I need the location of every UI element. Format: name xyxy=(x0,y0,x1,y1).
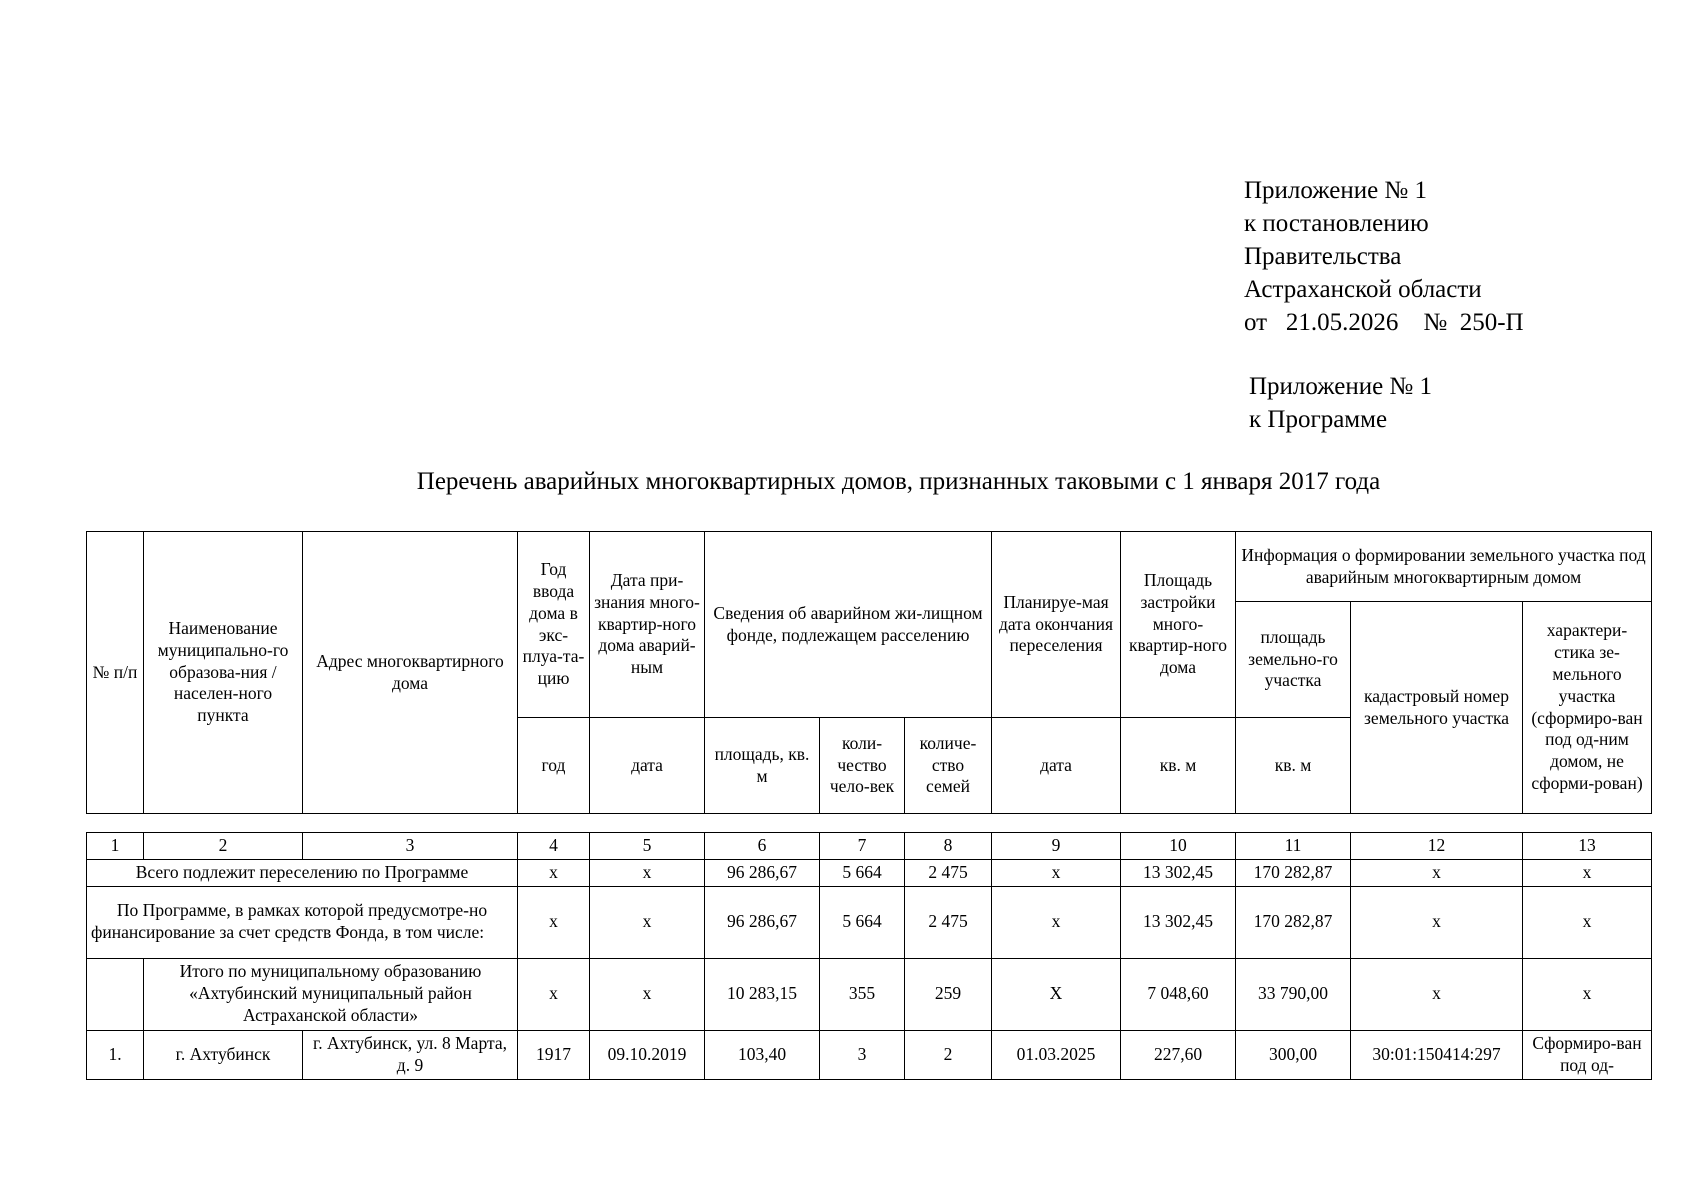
table-cell: Сформиро-ван под од- xyxy=(1523,1030,1652,1079)
header-cadastral: кадастровый номер земельного участка xyxy=(1351,602,1523,814)
approval-line: Правительства xyxy=(1244,243,1402,270)
column-number: 7 xyxy=(820,833,905,860)
table-cell: 2 xyxy=(905,1030,992,1079)
table-cell: х xyxy=(518,958,590,1030)
column-number: 13 xyxy=(1523,833,1652,860)
table-cell: 13 302,45 xyxy=(1121,886,1236,958)
unit-sqm: кв. м xyxy=(1121,718,1236,814)
table-cell: Х xyxy=(992,958,1121,1030)
approval-line: Приложение № 1 xyxy=(1244,177,1428,204)
header-planned-date: Планируе-мая дата окончания переселения xyxy=(992,532,1121,718)
header-date-recognized: Дата при-знания много-квартир-ного дома аварий-ным xyxy=(590,532,705,718)
unit-sqm: кв. м xyxy=(1236,718,1351,814)
table-cell: х xyxy=(1351,859,1523,886)
header-land-info: Информация о формировании земельного участка под аварийным многоквартирным домом xyxy=(1236,532,1652,602)
column-number: 11 xyxy=(1236,833,1351,860)
table-cell: 09.10.2019 xyxy=(590,1030,705,1079)
header-municipality: Наименование муниципально-го образова-ния / населен-ного пункта xyxy=(144,532,303,814)
header-address: Адрес многоквартирного дома xyxy=(303,532,518,814)
table-cell: 170 282,87 xyxy=(1236,859,1351,886)
table-cell: 7 048,60 xyxy=(1121,958,1236,1030)
row-address: г. Ахтубинск, ул. 8 Марта, д. 9 xyxy=(303,1030,518,1079)
approval-line: Приложение № 1 xyxy=(1249,373,1433,400)
header-area-sqm: площадь, кв. м xyxy=(705,718,820,814)
document-title: Перечень аварийных многоквартирных домов, признанных таковыми с 1 января 2017 года xyxy=(416,468,1381,495)
unit-date: дата xyxy=(590,718,705,814)
approval-line: к постановлению xyxy=(1244,210,1429,237)
column-number: 6 xyxy=(705,833,820,860)
row-label: По Программе, в рамках которой предусмотре-но финансирование за счет средств Фонда, в том числе: xyxy=(87,886,518,958)
row-label: Всего подлежит переселению по Программе xyxy=(87,859,518,886)
header-num: № п/п xyxy=(87,532,144,814)
table-row-fund xyxy=(87,886,1652,958)
table-cell: х xyxy=(1523,886,1652,958)
table-cell: 2 475 xyxy=(905,859,992,886)
table-cell: 5 664 xyxy=(820,859,905,886)
table-cell: х xyxy=(590,958,705,1030)
row-label: Итого по муниципальному образованию «Ахтубинский муниципальный район Астраханской области» xyxy=(144,958,518,1030)
table-row-item-1 xyxy=(87,1030,1652,1079)
header-land-area: площадь земельно-го участка xyxy=(1236,602,1351,718)
table-cell: 259 xyxy=(905,958,992,1030)
header-built-area: Площадь застройки много-квартир-ного дома xyxy=(1121,532,1236,718)
table-row-total xyxy=(87,859,1652,886)
header-year: Год ввода дома в экс-плуа-та-цию xyxy=(518,532,590,718)
table-cell: 355 xyxy=(820,958,905,1030)
table-cell: 33 790,00 xyxy=(1236,958,1351,1030)
table-row-subtotal xyxy=(87,958,1652,1030)
approval-stamp-government xyxy=(1244,174,1524,339)
table-cell: 10 283,15 xyxy=(705,958,820,1030)
column-number-row xyxy=(87,833,1652,860)
column-number: 9 xyxy=(992,833,1121,860)
table-cell: х xyxy=(1351,886,1523,958)
header-people: коли-чество чело-век xyxy=(820,718,905,814)
table-cell: 170 282,87 xyxy=(1236,886,1351,958)
table-cell: х xyxy=(518,886,590,958)
unit-year: год xyxy=(518,718,590,814)
table-cell: 13 302,45 xyxy=(1121,859,1236,886)
unit-date: дата xyxy=(992,718,1121,814)
column-number: 5 xyxy=(590,833,705,860)
row-municipality: г. Ахтубинск xyxy=(144,1030,303,1079)
approval-stamp-program xyxy=(1249,370,1432,436)
table-cell: х xyxy=(1351,958,1523,1030)
table-cell: 5 664 xyxy=(820,886,905,958)
header-land-char: характери-стика зе-мельного участка (сформиро-ван под од-ним домом, не сформи-рован) xyxy=(1523,602,1652,814)
column-number: 8 xyxy=(905,833,992,860)
table-cell: 2 475 xyxy=(905,886,992,958)
table-cell: х xyxy=(590,859,705,886)
column-number: 3 xyxy=(303,833,518,860)
table-cell: х xyxy=(1523,859,1652,886)
header-housing-info: Сведения об аварийном жи-лищном фонде, подлежащем расселению xyxy=(705,532,992,718)
column-number: 4 xyxy=(518,833,590,860)
table-cell: 01.03.2025 xyxy=(992,1030,1121,1079)
table-cell: 300,00 xyxy=(1236,1030,1351,1079)
table-cell: 1917 xyxy=(518,1030,590,1079)
header-families: количе-ство семей xyxy=(905,718,992,814)
table-cell: 3 xyxy=(820,1030,905,1079)
column-number: 2 xyxy=(144,833,303,860)
table-cell: 103,40 xyxy=(705,1030,820,1079)
column-number: 12 xyxy=(1351,833,1523,860)
table-cell-empty xyxy=(87,958,144,1030)
table-header xyxy=(86,531,1652,814)
table-cell: 96 286,67 xyxy=(705,859,820,886)
table-cell: х xyxy=(590,886,705,958)
column-number: 1 xyxy=(87,833,144,860)
table-cell: 96 286,67 xyxy=(705,886,820,958)
approval-line: к Программе xyxy=(1249,406,1388,433)
table-cell: х xyxy=(1523,958,1652,1030)
approval-line: Астраханской области xyxy=(1244,276,1482,303)
table-cell: х xyxy=(992,859,1121,886)
row-number: 1. xyxy=(87,1030,144,1079)
approval-date-number: от 21.05.2026 № 250-П xyxy=(1244,309,1524,336)
table-cell: 227,60 xyxy=(1121,1030,1236,1079)
table-body xyxy=(86,832,1652,1080)
table-cell: х xyxy=(518,859,590,886)
table-cell: х xyxy=(992,886,1121,958)
table-cell: 30:01:150414:297 xyxy=(1351,1030,1523,1079)
column-number: 10 xyxy=(1121,833,1236,860)
